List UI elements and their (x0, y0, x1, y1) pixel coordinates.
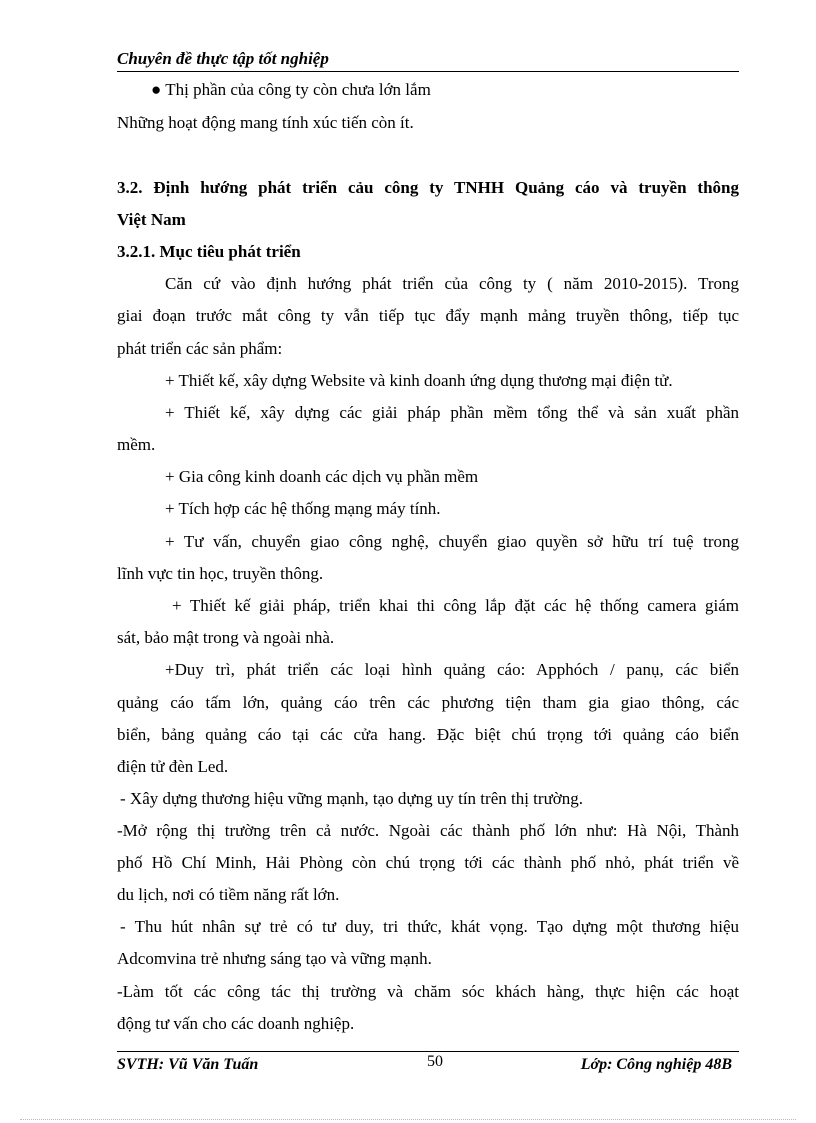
section-heading-cont: Việt Nam (117, 210, 186, 229)
paragraph-line: Căn cứ vào định hướng phát triển của công ty ( năm 2010-2015). Trong (165, 274, 739, 293)
list-item-cont: mềm. (117, 435, 156, 454)
list-item: + Thiết kế giải pháp, triển khai thi công lắp đặt các hệ thống camera giám (172, 596, 739, 615)
list-item: + Tư vấn, chuyển giao công nghệ, chuyển giao quyền sở hữu trí tuệ trong (165, 532, 739, 551)
goal-item: -Làm tốt các công tác thị trường và chăm sóc khách hàng, thực hiện các hoạt (117, 982, 739, 1001)
goal-item-cont: Adcomvina trẻ nhưng sáng tạo và vững mạnh. (117, 949, 432, 968)
goal-item-cont: du lịch, nơi có tiềm năng rất lớn. (117, 885, 340, 904)
list-item-cont: lĩnh vực tin học, truyền thông. (117, 564, 324, 583)
list-item-cont: quảng cáo tấm lớn, quảng cáo trên các phương tiện tham gia giao thông, các (117, 693, 739, 712)
page-number: 50 (427, 1053, 443, 1070)
list-item-cont: điện tử đèn Led. (117, 757, 229, 776)
footer-class: Lớp: Công nghiệp 48B (580, 1056, 732, 1073)
goal-item-cont: phố Hồ Chí Minh, Hải Phòng còn chú trọng tới các thành phố nhỏ, phát triển về (117, 853, 739, 872)
intro-line: Những hoạt động mang tính xúc tiến còn ít. (117, 113, 414, 132)
bullet-dot-icon: ● (151, 80, 162, 99)
list-item-cont: biển, bảng quảng cáo tại các cửa hang. Đặc biệt chú trọng tới quảng cáo biển (117, 725, 739, 744)
paragraph-line: phát triển các sản phẩm: (117, 339, 283, 358)
page-header-title: Chuyên đề thực tập tốt nghiệp (117, 49, 329, 68)
list-item: + Tích hợp các hệ thống mạng máy tính. (165, 499, 441, 518)
goal-item: -Mở rộng thị trường trên cả nước. Ngoài các thành phố lớn như: Hà Nội, Thành (117, 821, 739, 840)
goal-item-cont: động tư vấn cho các doanh nghiệp. (117, 1014, 355, 1033)
footer-rule (117, 1051, 739, 1052)
list-item: + Thiết kế, xây dựng Website và kinh doanh ứng dụng thương mại điện tử. (165, 371, 673, 390)
header-rule (117, 71, 739, 72)
goal-item: - Thu hút nhân sự trẻ có tư duy, tri thức, khát vọng. Tạo dựng một thương hiệu (120, 917, 739, 936)
page-edge-divider (20, 1119, 796, 1120)
bullet-item (151, 80, 431, 100)
bullet-text: Thị phần của công ty còn chưa lớn lắm (165, 80, 431, 99)
list-item: + Thiết kế, xây dựng các giải pháp phần mềm tổng thể và sản xuất phần (165, 403, 739, 422)
section-heading: 3.2. Định hướng phát triển cảu công ty TNHH Quảng cáo và truyền thông (117, 178, 739, 197)
footer-student: SVTH: Vũ Văn Tuấn (117, 1056, 259, 1073)
list-item: + Gia công kinh doanh các dịch vụ phần mềm (165, 467, 479, 486)
goal-item: - Xây dựng thương hiệu vững mạnh, tạo dựng uy tín trên thị trường. (120, 789, 584, 808)
subsection-heading: 3.2.1. Mục tiêu phát triển (117, 242, 301, 261)
paragraph-line: giai đoạn trước mắt công ty vẫn tiếp tục đẩy mạnh mảng truyền thông, tiếp tục (117, 306, 739, 325)
list-item-cont: sát, bảo mật trong và ngoài nhà. (117, 628, 335, 647)
list-item: +Duy trì, phát triển các loại hình quảng cáo: Apphóch / panụ, các biển (165, 660, 739, 679)
